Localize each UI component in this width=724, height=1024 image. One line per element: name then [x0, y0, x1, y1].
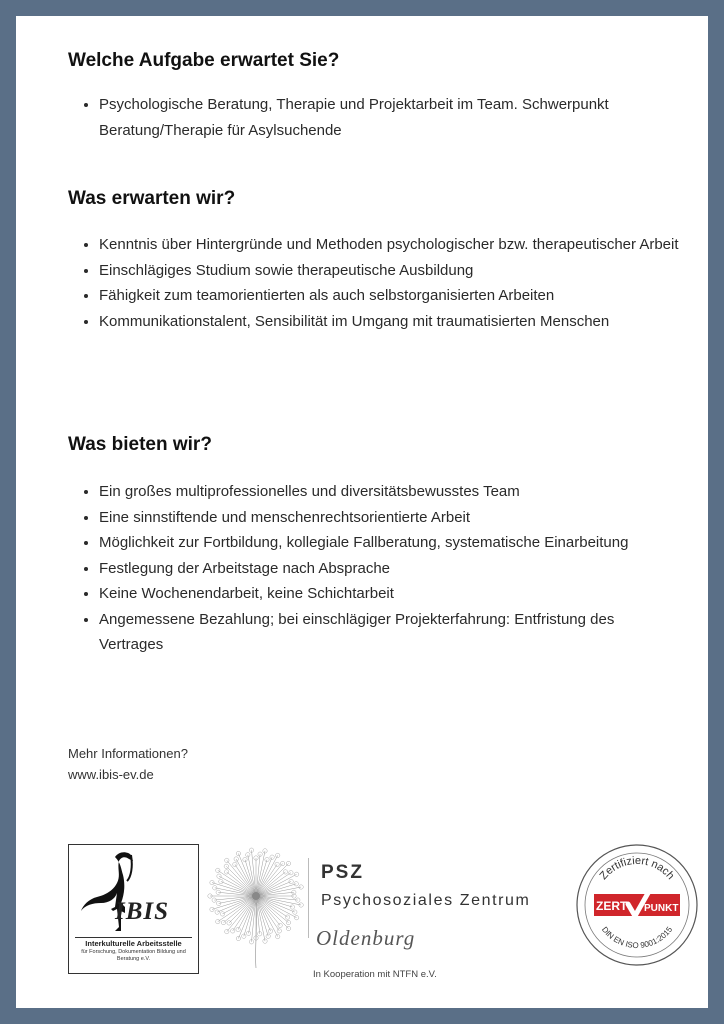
cert-brand-right: PUNKT	[644, 903, 679, 914]
ibis-line1: Interkulturelle Arbeitsstelle	[75, 937, 192, 948]
section-title-aufgabe: Welche Aufgabe erwartet Sie?	[68, 50, 340, 71]
list-item: • Einschlägiges Studium sowie therapeutische Ausbildung	[99, 258, 679, 284]
dandelion-logo	[206, 840, 306, 970]
list-bieten	[82, 479, 679, 658]
contact-block	[68, 743, 188, 785]
list-item: • Kommunikationstalent, Sensibilität im Umgang mit traumatisierten Menschen	[99, 309, 679, 335]
ibis-bird-icon	[75, 847, 135, 942]
psz-city-script: Oldenburg	[316, 926, 416, 950]
list-item: • Festlegung der Arbeitstage nach Absprache	[99, 556, 679, 582]
psz-cooperation: In Kooperation mit NTFN e.V.	[313, 969, 437, 980]
certification-seal-icon	[574, 842, 700, 968]
section-title-erwarten: Was erwarten wir?	[68, 188, 236, 209]
list-item: • Möglichkeit zur Fortbildung, kollegiale Fallberatung, systematische Einarbeitung	[99, 530, 679, 556]
section-title-bieten: Was bieten wir?	[68, 434, 212, 455]
ibis-line2: für Forschung, Dokumentation Bildung und Beratung e.V.	[81, 949, 186, 962]
document-page	[16, 16, 708, 1008]
dandelion-icon	[206, 840, 306, 970]
cert-brand-left: ZERT	[596, 899, 628, 913]
list-item: • Psychologische Beratung, Therapie und Projektarbeit im Team. Schwerpunkt Beratung/Therapie für Asylsuchende	[99, 92, 679, 143]
certification-seal	[574, 842, 700, 968]
psz-title: PSZ	[321, 862, 364, 883]
psz-divider	[308, 858, 309, 938]
list-item: • Angemessene Bezahlung; bei einschlägiger Projekterfahrung: Entfristung des Vertrages	[99, 607, 679, 658]
ibis-logo	[68, 844, 199, 974]
psz-subtitle: Psychosoziales Zentrum	[321, 892, 531, 909]
cert-bottom-text: DIN EN ISO 9001:2015	[599, 925, 675, 951]
list-item: • Ein großes multiprofessionelles und diversitätsbewusstes Team	[99, 479, 679, 505]
website-link[interactable]: www.ibis-ev.de	[68, 767, 154, 782]
list-item: • Fähigkeit zum teamorientierten als auch selbstorganisierten Arbeiten	[99, 283, 679, 309]
list-item: • Kenntnis über Hintergründe und Methoden psychologischer bzw. therapeutischer Arbeit	[99, 232, 679, 258]
list-item: • Keine Wochenendarbeit, keine Schichtarbeit	[99, 581, 679, 607]
ibis-wordmark: IBIS	[115, 898, 170, 925]
list-aufgabe	[82, 92, 679, 143]
contact-label: Mehr Informationen?	[68, 746, 188, 761]
cert-top-text: Zertifiziert nach	[597, 854, 677, 883]
list-item: • Eine sinnstiftende und menschenrechtsorientierte Arbeit	[99, 505, 679, 531]
list-erwarten	[82, 232, 679, 334]
